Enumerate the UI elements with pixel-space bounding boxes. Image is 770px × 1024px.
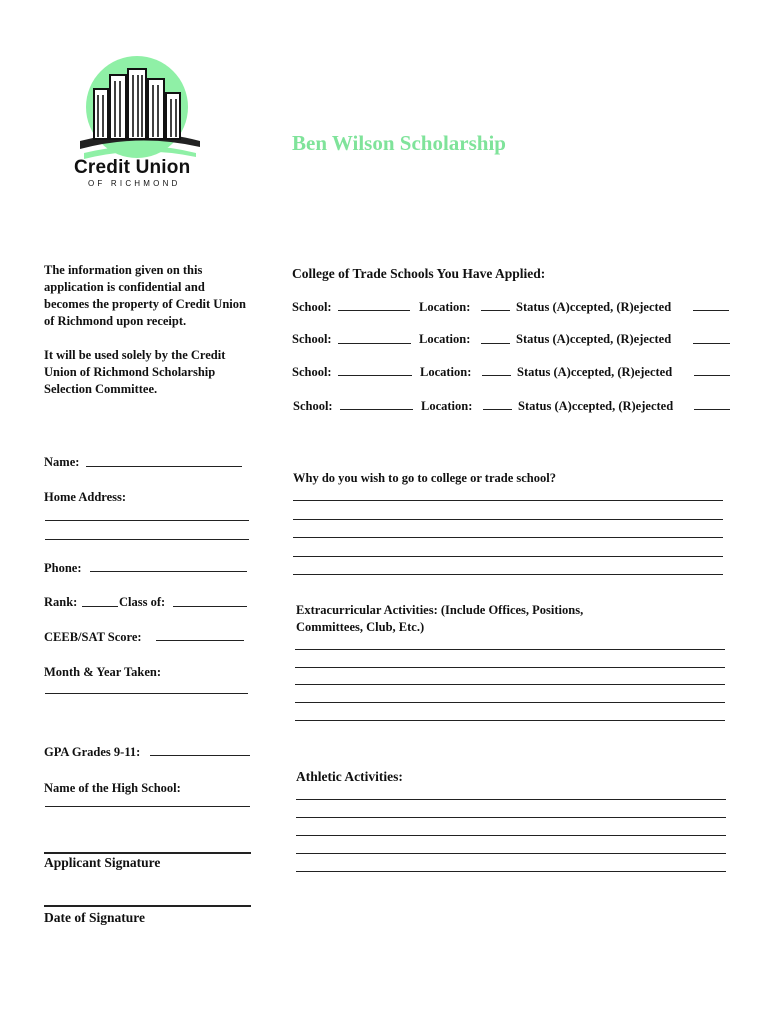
- high-school-field[interactable]: [45, 806, 250, 807]
- school-label: School:: [292, 300, 332, 314]
- extracurricular-answer-line[interactable]: [295, 667, 725, 668]
- location-label: Location:: [419, 300, 471, 314]
- extracurricular-line: Committees, Club, Etc.): [296, 620, 425, 634]
- location-label: Location:: [419, 332, 471, 346]
- confidentiality-notice: [44, 262, 284, 398]
- signature-label: Applicant Signature: [44, 855, 161, 870]
- status-label: Status (A)ccepted, (R)ejected: [516, 332, 672, 346]
- why-college-answer-line[interactable]: [293, 537, 723, 538]
- logo-brand-name: Credit Union: [74, 157, 191, 178]
- location-field[interactable]: [481, 343, 510, 344]
- gpa-label: GPA Grades 9-11:: [44, 745, 141, 759]
- date-label: Date of Signature: [44, 910, 145, 925]
- notice-line: The information given on this: [44, 263, 203, 277]
- status-field[interactable]: [694, 409, 730, 410]
- phone-field[interactable]: [90, 571, 247, 572]
- class-of-field[interactable]: [173, 606, 247, 607]
- name-label: Name:: [44, 455, 80, 469]
- why-college-answer-line[interactable]: [293, 556, 723, 557]
- class-of-label: Class of:: [119, 595, 166, 609]
- why-college-question: Why do you wish to go to college or trade school?: [293, 471, 556, 485]
- location-field[interactable]: [482, 375, 511, 376]
- rank-label: Rank:: [44, 595, 78, 609]
- extracurricular-answer-line[interactable]: [295, 720, 725, 721]
- athletic-answer-line[interactable]: [296, 871, 726, 872]
- home-address-field-2[interactable]: [45, 539, 249, 540]
- form-title: Ben Wilson Scholarship: [292, 131, 506, 155]
- ceeb-sat-label: CEEB/SAT Score:: [44, 630, 142, 644]
- high-school-label: Name of the High School:: [44, 781, 181, 795]
- school-field[interactable]: [340, 409, 413, 410]
- location-field[interactable]: [483, 409, 512, 410]
- school-label: School:: [292, 365, 332, 379]
- status-label: Status (A)ccepted, (R)ejected: [516, 300, 672, 314]
- extracurricular-question: [296, 602, 583, 636]
- logo-brand-subtitle: OF RICHMOND: [88, 179, 181, 188]
- schools-heading: College of Trade Schools You Have Applied:: [292, 266, 546, 281]
- extracurricular-answer-line[interactable]: [295, 649, 725, 650]
- athletic-question: Athletic Activities:: [296, 769, 403, 784]
- why-college-answer-line[interactable]: [293, 574, 723, 575]
- extracurricular-answer-line[interactable]: [295, 684, 725, 685]
- gpa-field[interactable]: [150, 755, 250, 756]
- location-label: Location:: [421, 399, 473, 413]
- month-year-label: Month & Year Taken:: [44, 665, 162, 679]
- school-label: School:: [293, 399, 333, 413]
- extracurricular-answer-line[interactable]: [295, 702, 725, 703]
- location-label: Location:: [420, 365, 472, 379]
- notice-line: Selection Committee.: [44, 382, 158, 396]
- credit-union-logo: [60, 55, 220, 195]
- status-label: Status (A)ccepted, (R)ejected: [518, 399, 674, 413]
- signature-field[interactable]: [44, 852, 251, 854]
- notice-line: application is confidential and: [44, 280, 205, 294]
- rank-field[interactable]: [82, 606, 118, 607]
- notice-line: Union of Richmond Scholarship: [44, 365, 216, 379]
- name-field[interactable]: [86, 466, 242, 467]
- athletic-answer-line[interactable]: [296, 817, 726, 818]
- date-field[interactable]: [44, 905, 251, 907]
- status-field[interactable]: [694, 375, 730, 376]
- status-field[interactable]: [693, 310, 729, 311]
- home-address-field-1[interactable]: [45, 520, 249, 521]
- home-address-label: Home Address:: [44, 490, 127, 504]
- athletic-answer-line[interactable]: [296, 853, 726, 854]
- athletic-answer-line[interactable]: [296, 835, 726, 836]
- school-field[interactable]: [338, 375, 412, 376]
- notice-line: of Richmond upon receipt.: [44, 314, 187, 328]
- building-logo-icon: [60, 55, 220, 165]
- school-field[interactable]: [338, 343, 411, 344]
- school-label: School:: [292, 332, 332, 346]
- status-field[interactable]: [693, 343, 730, 344]
- extracurricular-line: Extracurricular Activities: (Include Offices, Positions,: [296, 603, 584, 617]
- location-field[interactable]: [481, 310, 510, 311]
- notice-line: It will be used solely by the Credit: [44, 348, 226, 362]
- why-college-answer-line[interactable]: [293, 500, 723, 501]
- athletic-answer-line[interactable]: [296, 799, 726, 800]
- phone-label: Phone:: [44, 561, 82, 575]
- ceeb-sat-field[interactable]: [156, 640, 244, 641]
- month-year-field[interactable]: [45, 693, 248, 694]
- why-college-answer-line[interactable]: [293, 519, 723, 520]
- status-label: Status (A)ccepted, (R)ejected: [517, 365, 673, 379]
- notice-line: becomes the property of Credit Union: [44, 297, 246, 311]
- school-field[interactable]: [338, 310, 410, 311]
